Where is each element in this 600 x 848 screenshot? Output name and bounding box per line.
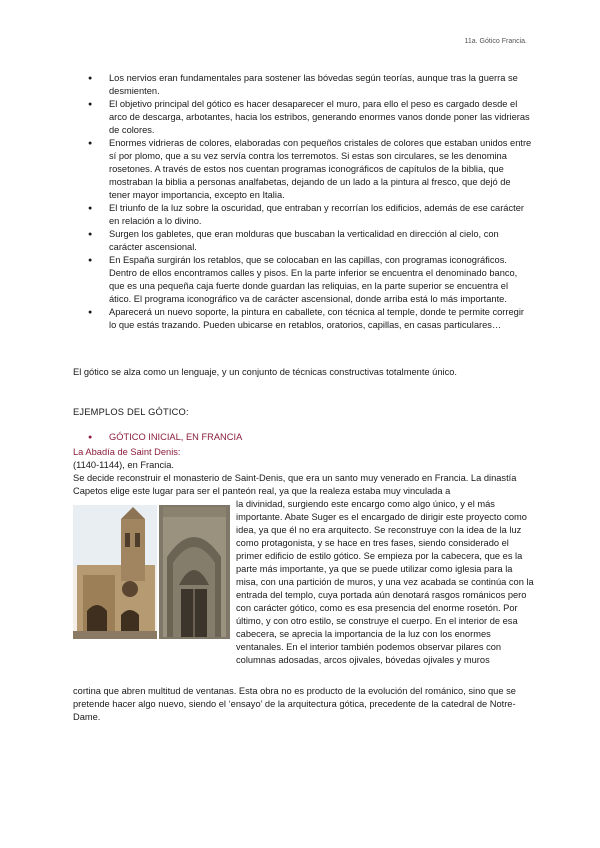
- bullet-item: ● Los nervios eran fundamentales para sostener las bóvedas según teorías, aunque tras la guerra se desmienten.: [92, 72, 532, 98]
- bullet-item: ● El triunfo de la luz sobre la oscuridad, que entraban y recorrían los edificios, además de ese carácter en relación a lo divino.: [92, 202, 532, 228]
- monument-title: La Abadía de Saint Denis:: [73, 447, 181, 457]
- subsection-heading: [88, 431, 243, 444]
- section-title: EJEMPLOS DEL GÓTICO:: [73, 407, 189, 417]
- description-paragraph-top: Se decide reconstruir el monasterio de Saint-Denis, que era un santo muy venerado en Francia. La dinastía Capetos elige este lugar para ser el panteón real, ya que la realeza estaba muy vinculada a: [73, 473, 517, 496]
- description-paragraph-right: la divinidad, surgiendo este encargo como algo único, y el más importante. Abate Suger es el encargado de dirigir este proyecto como idea, ya que él no era arquitecto. Se reconstruye con la idea de la luz como protagonista, y se hace en tres fases, siendo considerado el primer edificio de estilo gótico. Se empieza por la cabecera, que es la parte más importante, ya que se puede utilizar como iglesia para la misa, con una partición de muros, y una vez acabada se continúa con la entrada del templo, cuya portada aún denotará rasgos románicos pero con carácter gótico, como es esa presencia del enorme rosetón. Por último, y con otro estilo, se construye el cuerpo. En el interior de esa cabecera, se aprecia la importancia de la luz con los enormes ventanales. En el interior también podemos observar pilares con columnas adosadas, arcos ojivales, bóvedas ojivales y muros: [236, 499, 534, 665]
- monument-dates: (1140-1144), en Francia.: [73, 460, 174, 470]
- feature-bullet-list: [92, 72, 532, 332]
- bullet-item: ● Enormes vidrieras de colores, elaboradas con pequeños cristales de colores que estaban unidos entre sí por plomo, que a su vez servía contra los terremotos. Si estas son circulares, se les denomina rosetones. A través de estos nos cuentan programas iconográficos de capítulos de la biblia, que mostraban la biblia a personas analfabetas, dejando de un lado a la pintura al fresco, que dejó de tener mayor importancia, excepto en Italia.: [92, 137, 532, 202]
- bullet-item: ● En España surgirán los retablos, que se colocaban en las capillas, con programas iconográficos. Dentro de ellos encontramos calles y pisos. En la parte inferior se encuentra el denominado banco, que es una pequeña caja fuerte donde guardan las reliquias, en la parte superior se encuentra el ático. El programa iconográfico va de carácter ascensional, donde arriba está lo más importante.: [92, 254, 532, 306]
- bullet-item: ● Surgen los gabletes, que eran molduras que buscaban la verticalidad en dirección al cielo, con carácter ascensional.: [92, 228, 532, 254]
- page-header: 11a. Gótico Francia.: [464, 38, 527, 45]
- abbey-photo-illustration: [73, 505, 230, 639]
- saint-denis-photos: [73, 505, 230, 639]
- summary-paragraph: El gótico se alza como un lenguaje, y un conjunto de técnicas constructivas totalmente único.: [73, 367, 457, 377]
- bullet-item: ● El objetivo principal del gótico es hacer desaparecer el muro, para ello el peso es cargado desde el arco de descarga, arbotantes, hacia los estribos, generando enormes vanos donde poner las vidrieras de colores.: [92, 98, 532, 137]
- bullet-dot-icon: ●: [88, 434, 93, 441]
- description-paragraph-bottom: cortina que abren multitud de ventanas. Esta obra no es producto de la evolución del románico, sino que se pretende hacer algo nuevo, siendo el ‘ensayo’ de la arquitectura gótica, precedente de la catedral de Notre-Dame.: [73, 686, 516, 722]
- bullet-item: ● Aparecerá un nuevo soporte, la pintura en caballete, con técnica al temple, donde te permite corregir lo que estás trazando. Pueden ubicarse en retablos, oratorios, capillas, en casas particulares…: [92, 306, 532, 332]
- subsection-label: GÓTICO INICIAL, EN FRANCIA: [109, 432, 243, 442]
